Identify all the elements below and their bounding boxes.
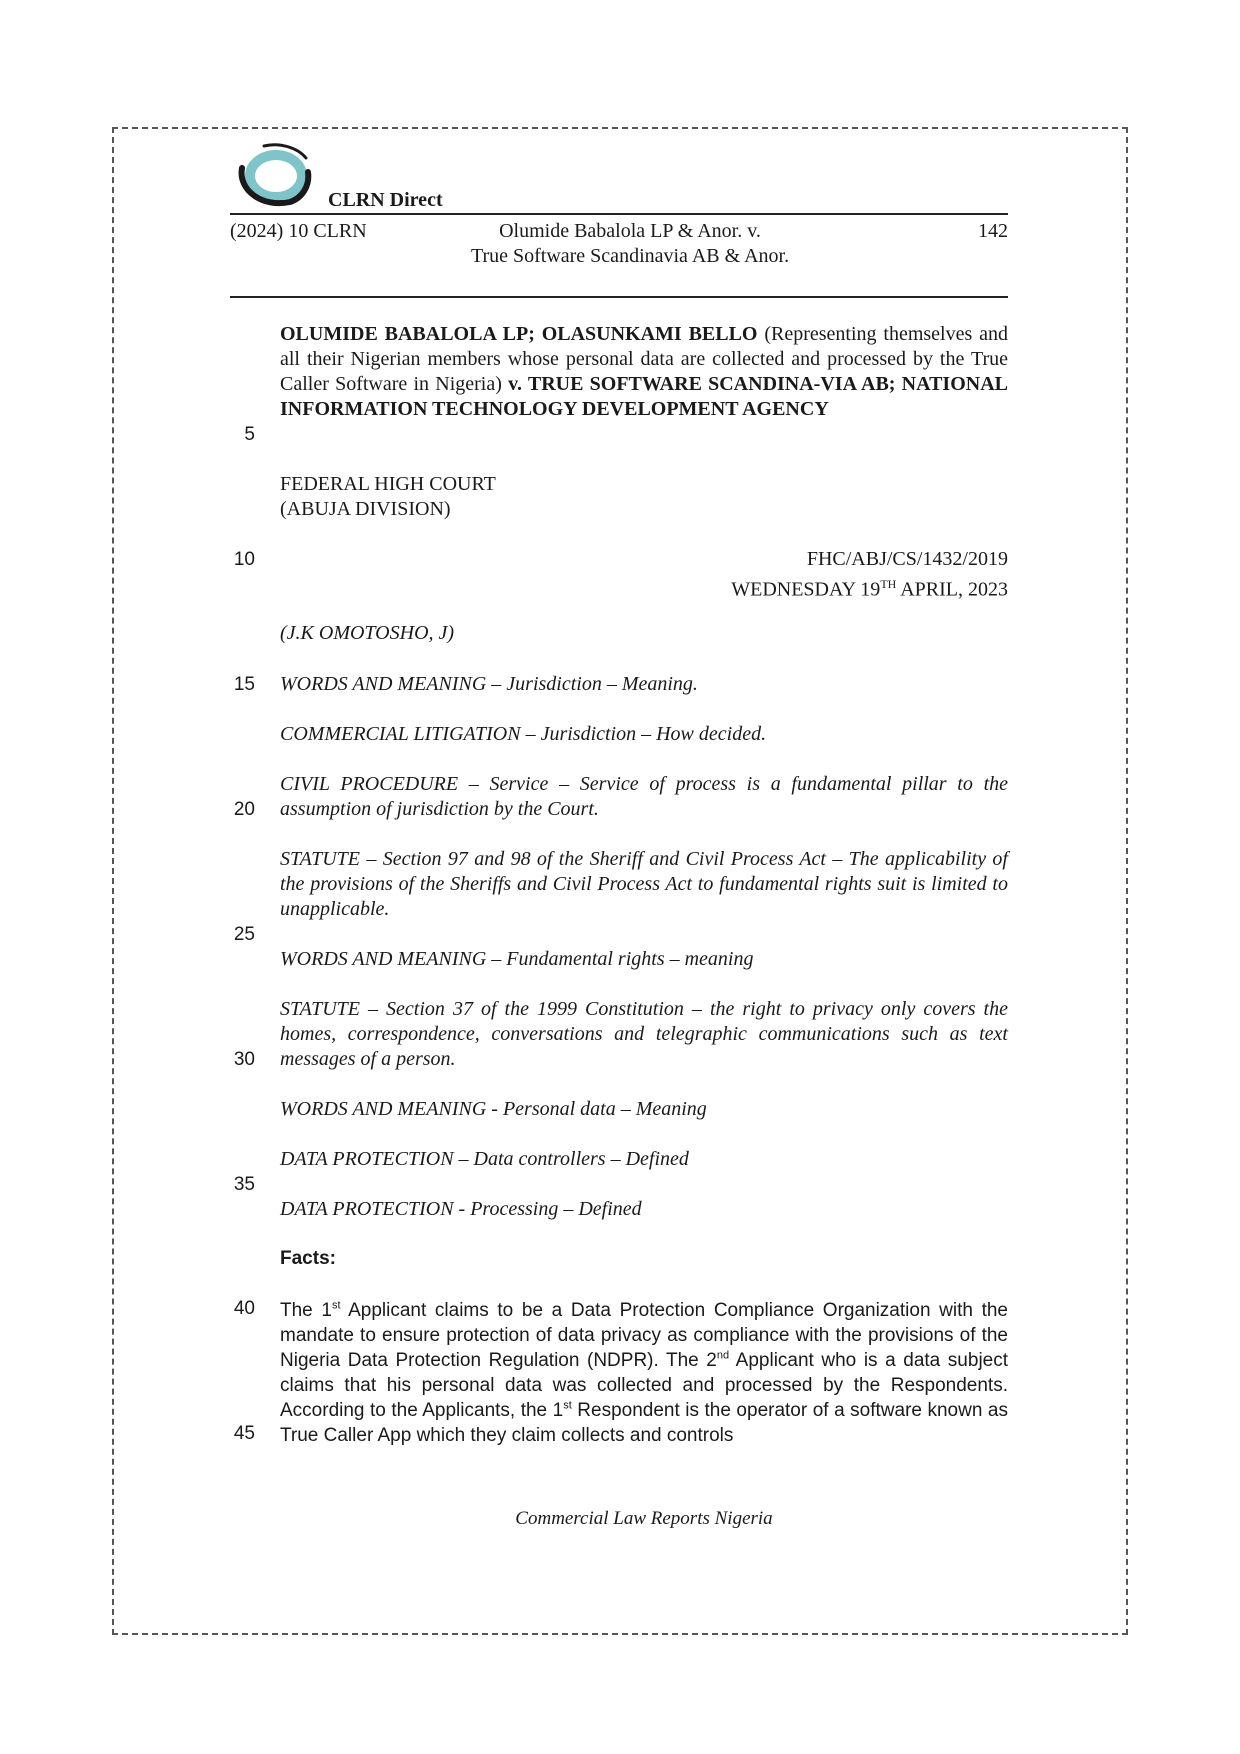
case-parties — [280, 322, 1008, 422]
line-number: 20 — [233, 799, 255, 820]
line-number: 25 — [233, 924, 255, 945]
line-number: 5 — [244, 424, 255, 445]
line-number: 35 — [233, 1174, 255, 1195]
court-name — [280, 472, 1008, 522]
parties-respondents: v. TRUE SOFTWARE SCANDINA-VIA AB; NATIONAL INFORMATION TECHNOLOGY DEVELOPMENT AGENCY — [280, 373, 1008, 420]
header-rule-top — [230, 213, 1008, 215]
catchword: WORDS AND MEANING – Jurisdiction – Meaning. — [280, 673, 698, 695]
header-rule-bottom — [230, 296, 1008, 298]
judge-name: (J.K OMOTOSHO, J) — [280, 622, 455, 644]
catchword: STATUTE – Section 37 of the 1999 Constitution – the right to privacy only covers the homes, correspondence, conversations and telegraphic communications such as text messages of a person. — [280, 998, 1008, 1070]
catchword: DATA PROTECTION – Data controllers – Defined — [280, 1148, 689, 1170]
line-number: 45 — [233, 1423, 255, 1444]
running-title — [430, 219, 830, 269]
suit-number: FHC/ABJ/CS/1432/2019 — [806, 548, 1008, 570]
facts-heading: Facts: — [280, 1248, 336, 1269]
catchword: WORDS AND MEANING - Personal data – Meaning — [280, 1098, 707, 1120]
catchword: DATA PROTECTION - Processing – Defined — [280, 1198, 642, 1220]
judgment-date: WEDNESDAY 19TH APRIL, 2023 — [731, 577, 1008, 601]
facts-paragraph: The 1st Applicant claims to be a Data Protection Compliance Organization with the mandate to ensure protection of data privacy as compliance with the provisions of the Nigeria Data Protection Regulation (NDPR). The 2nd Applicant who is a data subject claims that his personal data was collected and processed by the Respondents. According to the Applicants, the 1st Respondent is the operator of a software known as True Caller App which they claim collects and controls — [280, 1299, 1009, 1446]
page-number: 142 — [978, 220, 1008, 242]
parties-description: (Representing themselves and all their Nigerian members whose personal data are collected and processed by the True Caller Software in Nigeria) — [280, 323, 1008, 395]
court-line1: FEDERAL HIGH COURT — [280, 473, 496, 495]
footer-publication: Commercial Law Reports Nigeria — [515, 1508, 773, 1529]
catchword: COMMERCIAL LITIGATION – Jurisdiction – How decided. — [280, 723, 767, 745]
catchword: CIVIL PROCEDURE – Service – Service of process is a fundamental pillar to the assumption of jurisdiction by the Court. — [280, 773, 1008, 820]
line-number: 10 — [233, 549, 255, 570]
citation: (2024) 10 CLRN — [230, 220, 367, 242]
catchword: WORDS AND MEANING – Fundamental rights – meaning — [280, 948, 754, 970]
running-title-line2: True Software Scandinavia AB & Anor. — [470, 245, 790, 267]
line-number: 40 — [233, 1298, 255, 1319]
clrn-logo-icon — [236, 142, 316, 210]
line-number: 30 — [233, 1049, 255, 1070]
parties-applicants: OLUMIDE BABALOLA LP; OLASUNKAMI BELLO — [280, 323, 758, 345]
suit-details — [280, 547, 1008, 603]
running-title-line1: Olumide Babalola LP & Anor. v. — [499, 220, 761, 242]
line-number: 15 — [233, 674, 255, 695]
catchword: STATUTE – Section 97 and 98 of the Sheriff and Civil Process Act – The applicability of the provisions of the Sheriffs and Civil Process Act to fundamental rights suit is limited to unapplicable. — [280, 848, 1008, 920]
brand-name: CLRN Direct — [328, 189, 443, 211]
court-line2: (ABUJA DIVISION) — [280, 498, 451, 520]
